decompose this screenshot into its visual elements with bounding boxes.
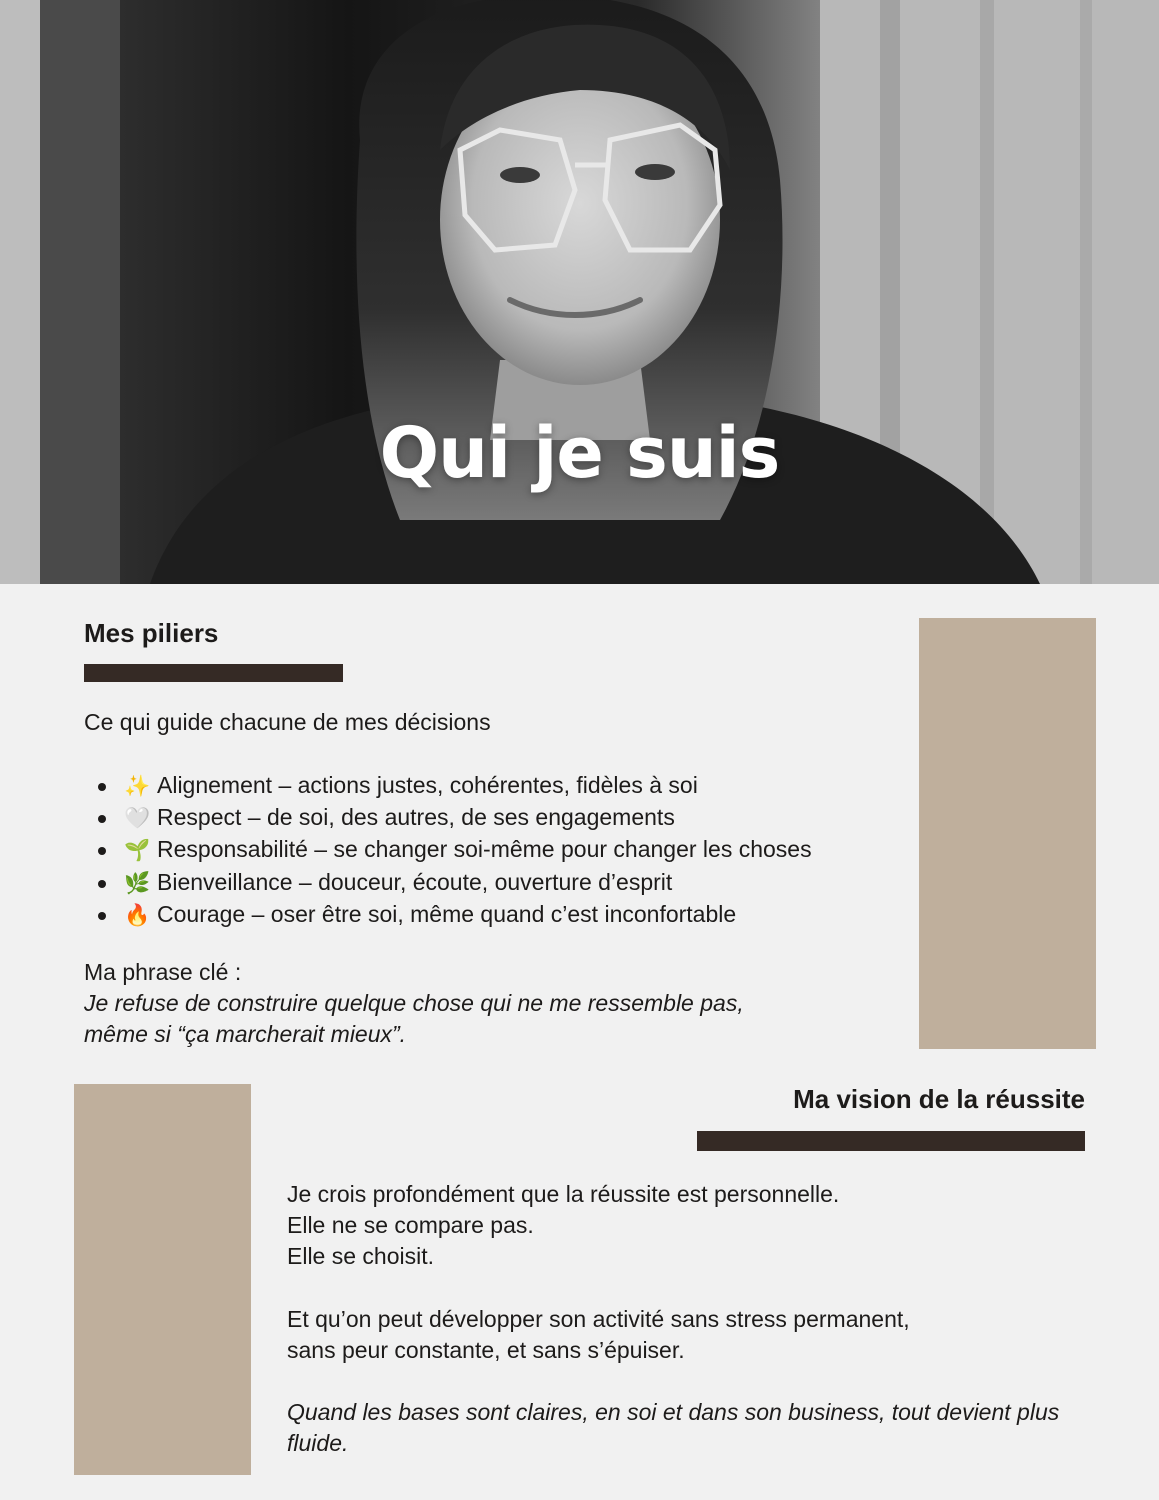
vision-paragraph-2 — [287, 1304, 910, 1366]
pillars-heading-rule — [84, 664, 343, 682]
list-item — [84, 802, 812, 834]
vision-line: Quand les bases sont claires, en soi et dans son business, tout devient plus — [287, 1399, 1060, 1425]
bullet-icon — [98, 912, 106, 920]
pillar-text: Courage – oser être soi, même quand c’est inconfortable — [157, 900, 737, 927]
vision-line: Elle ne se compare pas. — [287, 1212, 534, 1238]
list-item — [84, 834, 812, 866]
vision-paragraph-3 — [287, 1397, 1059, 1459]
key-phrase-label: Ma phrase clé : — [84, 959, 242, 985]
page-title: Qui je suis — [379, 412, 780, 494]
pillar-text: Alignement – actions justes, cohérentes, fidèles à soi — [157, 772, 698, 798]
decorative-block-left — [74, 1084, 251, 1475]
portrait-photo — [0, 0, 1159, 584]
list-item — [84, 899, 812, 931]
pillar-text: Bienveillance – douceur, écoute, ouverture d’esprit — [157, 868, 673, 895]
vision-heading-rule — [697, 1131, 1085, 1151]
fire-icon: 🔥 — [124, 903, 151, 927]
bullet-icon — [98, 847, 106, 855]
white-heart-icon: 🤍 — [124, 807, 151, 831]
vision-heading: Ma vision de la réussite — [793, 1084, 1085, 1114]
pillars-heading: Mes piliers — [84, 618, 219, 648]
key-phrase-block — [84, 957, 744, 1050]
pillar-text: Respect – de soi, des autres, de ses engagements — [157, 804, 675, 831]
vision-line: sans peur constante, et sans s’épuiser. — [287, 1337, 685, 1363]
vision-line: fluide. — [287, 1430, 349, 1456]
hero-banner — [0, 0, 1159, 584]
bullet-icon — [98, 783, 106, 791]
bullet-icon — [98, 880, 106, 888]
vision-paragraph-1 — [287, 1179, 839, 1272]
sparkles-icon: ✨ — [124, 775, 151, 798]
vision-line: Et qu’on peut développer son activité sans stress permanent, — [287, 1306, 910, 1332]
key-phrase-line: Je refuse de construire quelque chose qui ne me ressemble pas, — [84, 990, 744, 1016]
pillar-text: Responsabilité – se changer soi-même pour changer les choses — [157, 836, 812, 863]
pillars-list — [84, 770, 812, 931]
herb-icon: 🌿 — [124, 871, 151, 895]
vision-line: Je crois profondément que la réussite est personnelle. — [287, 1181, 840, 1207]
decorative-block-right — [919, 618, 1096, 1049]
list-item — [84, 770, 812, 802]
pillars-intro: Ce qui guide chacune de mes décisions — [84, 709, 491, 735]
list-item — [84, 867, 812, 899]
bullet-icon — [98, 815, 106, 823]
vision-line: Elle se choisit. — [287, 1243, 435, 1269]
key-phrase-line: même si “ça marcherait mieux”. — [84, 1021, 407, 1047]
seedling-icon: 🌱 — [124, 839, 151, 863]
